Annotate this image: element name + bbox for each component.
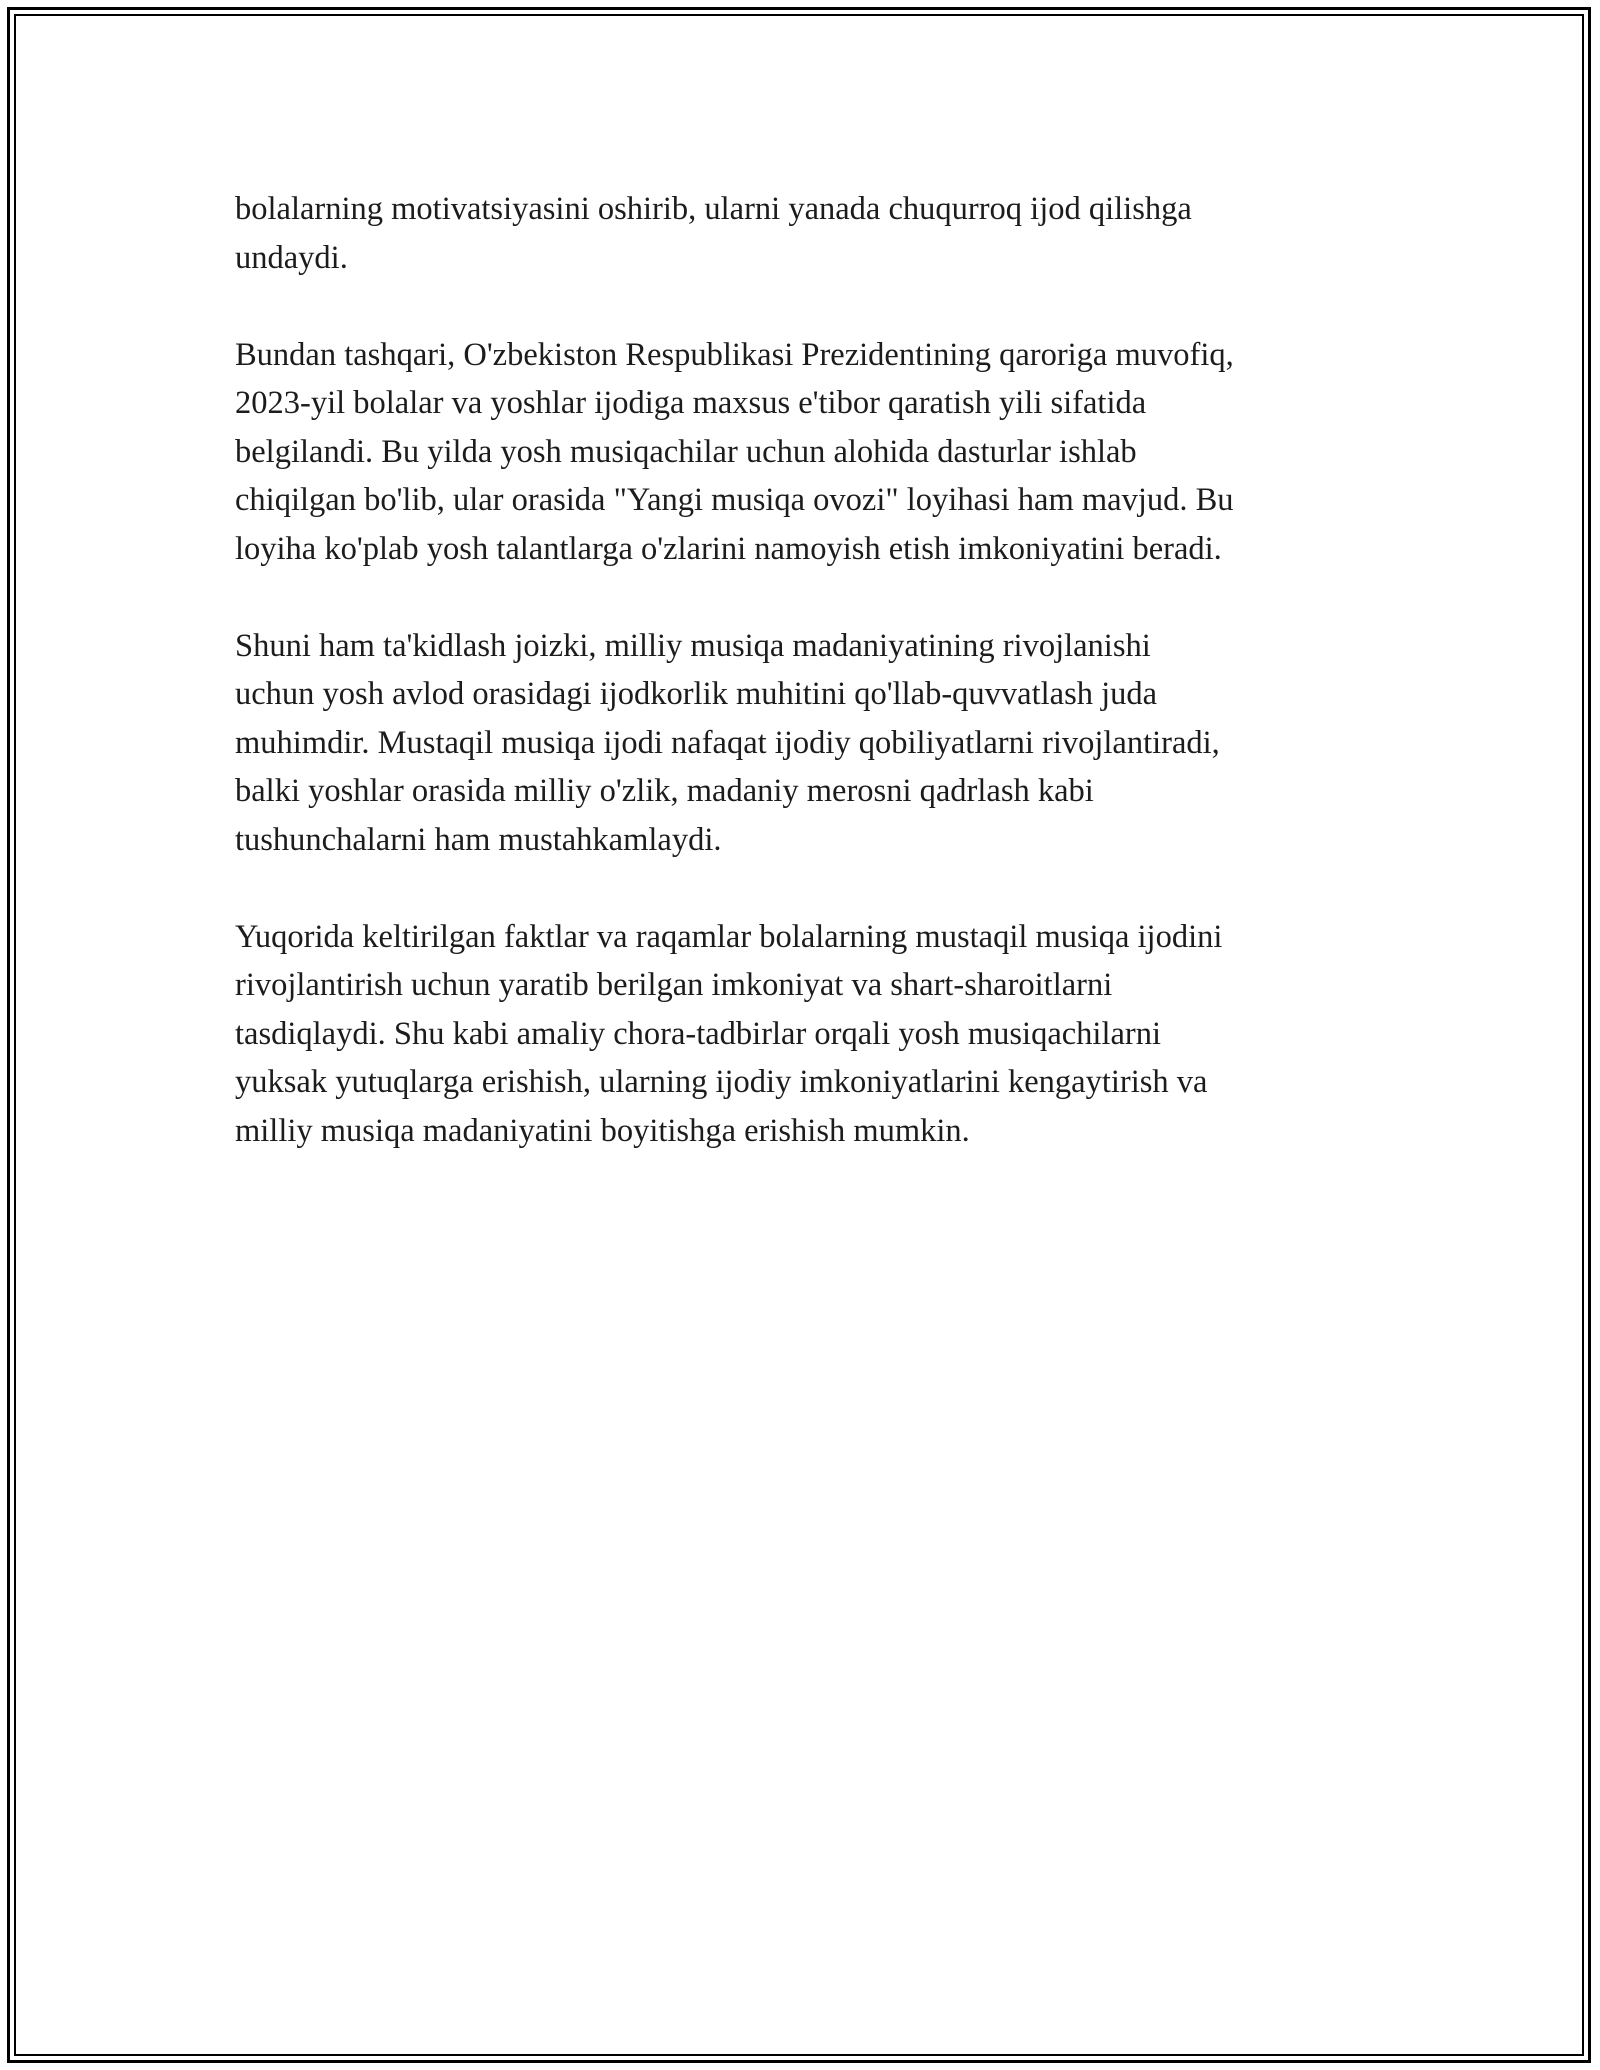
paragraph-1: bolalarning motivatsiyasini oshirib, ularni yanada chuqurroq ijod qilishga undaydi. [235,191,1192,276]
paragraph-2: Bundan tashqari, O'zbekiston Respublikasi Prezidentining qaroriga muvofiq, 2023-yil bolalar va yoshlar ijodiga maxsus e'tibor qaratish yili sifatida belgilandi. Bu yilda yosh musiqachilar uchun alohida dasturlar ishlab chiqilgan bo'lib, ular orasida "Yangi musiqa ovozi" loyihasi ham mavjud. Bu loyiha ko'plab yosh talantlarga o'zlarini namoyish etish imkoniyatini beradi. [235,336,1234,567]
document-body [235,185,1375,1204]
paragraph-3: Shuni ham ta'kidlash joizki, milliy musiqa madaniyatining rivojlanishi uchun yosh avlod orasidagi ijodkorlik muhitini qo'llab-quvvatlash juda muhimdir. Mustaqil musiqa ijodi nafaqat ijodiy qobiliyatlarni rivojlantiradi, balki yoshlar orasida milliy o'zlik, madaniy merosni qadrlash kabi tushunchalarni ham mustahkamlaydi. [235,627,1220,858]
paragraph-4: Yuqorida keltirilgan faktlar va raqamlar bolalarning mustaqil musiqa ijodini rivojlantirish uchun yaratib berilgan imkoniyat va shart-sharoitlarni tasdiqlaydi. Shu kabi amaliy chora-tadbirlar orqali yosh musiqachilarni yuksak yutuqlarga erishish, ularning ijodiy imkoniyatlarini kengaytirish va milliy musiqa madaniyatini boyitishga erishish mumkin. [235,918,1223,1149]
